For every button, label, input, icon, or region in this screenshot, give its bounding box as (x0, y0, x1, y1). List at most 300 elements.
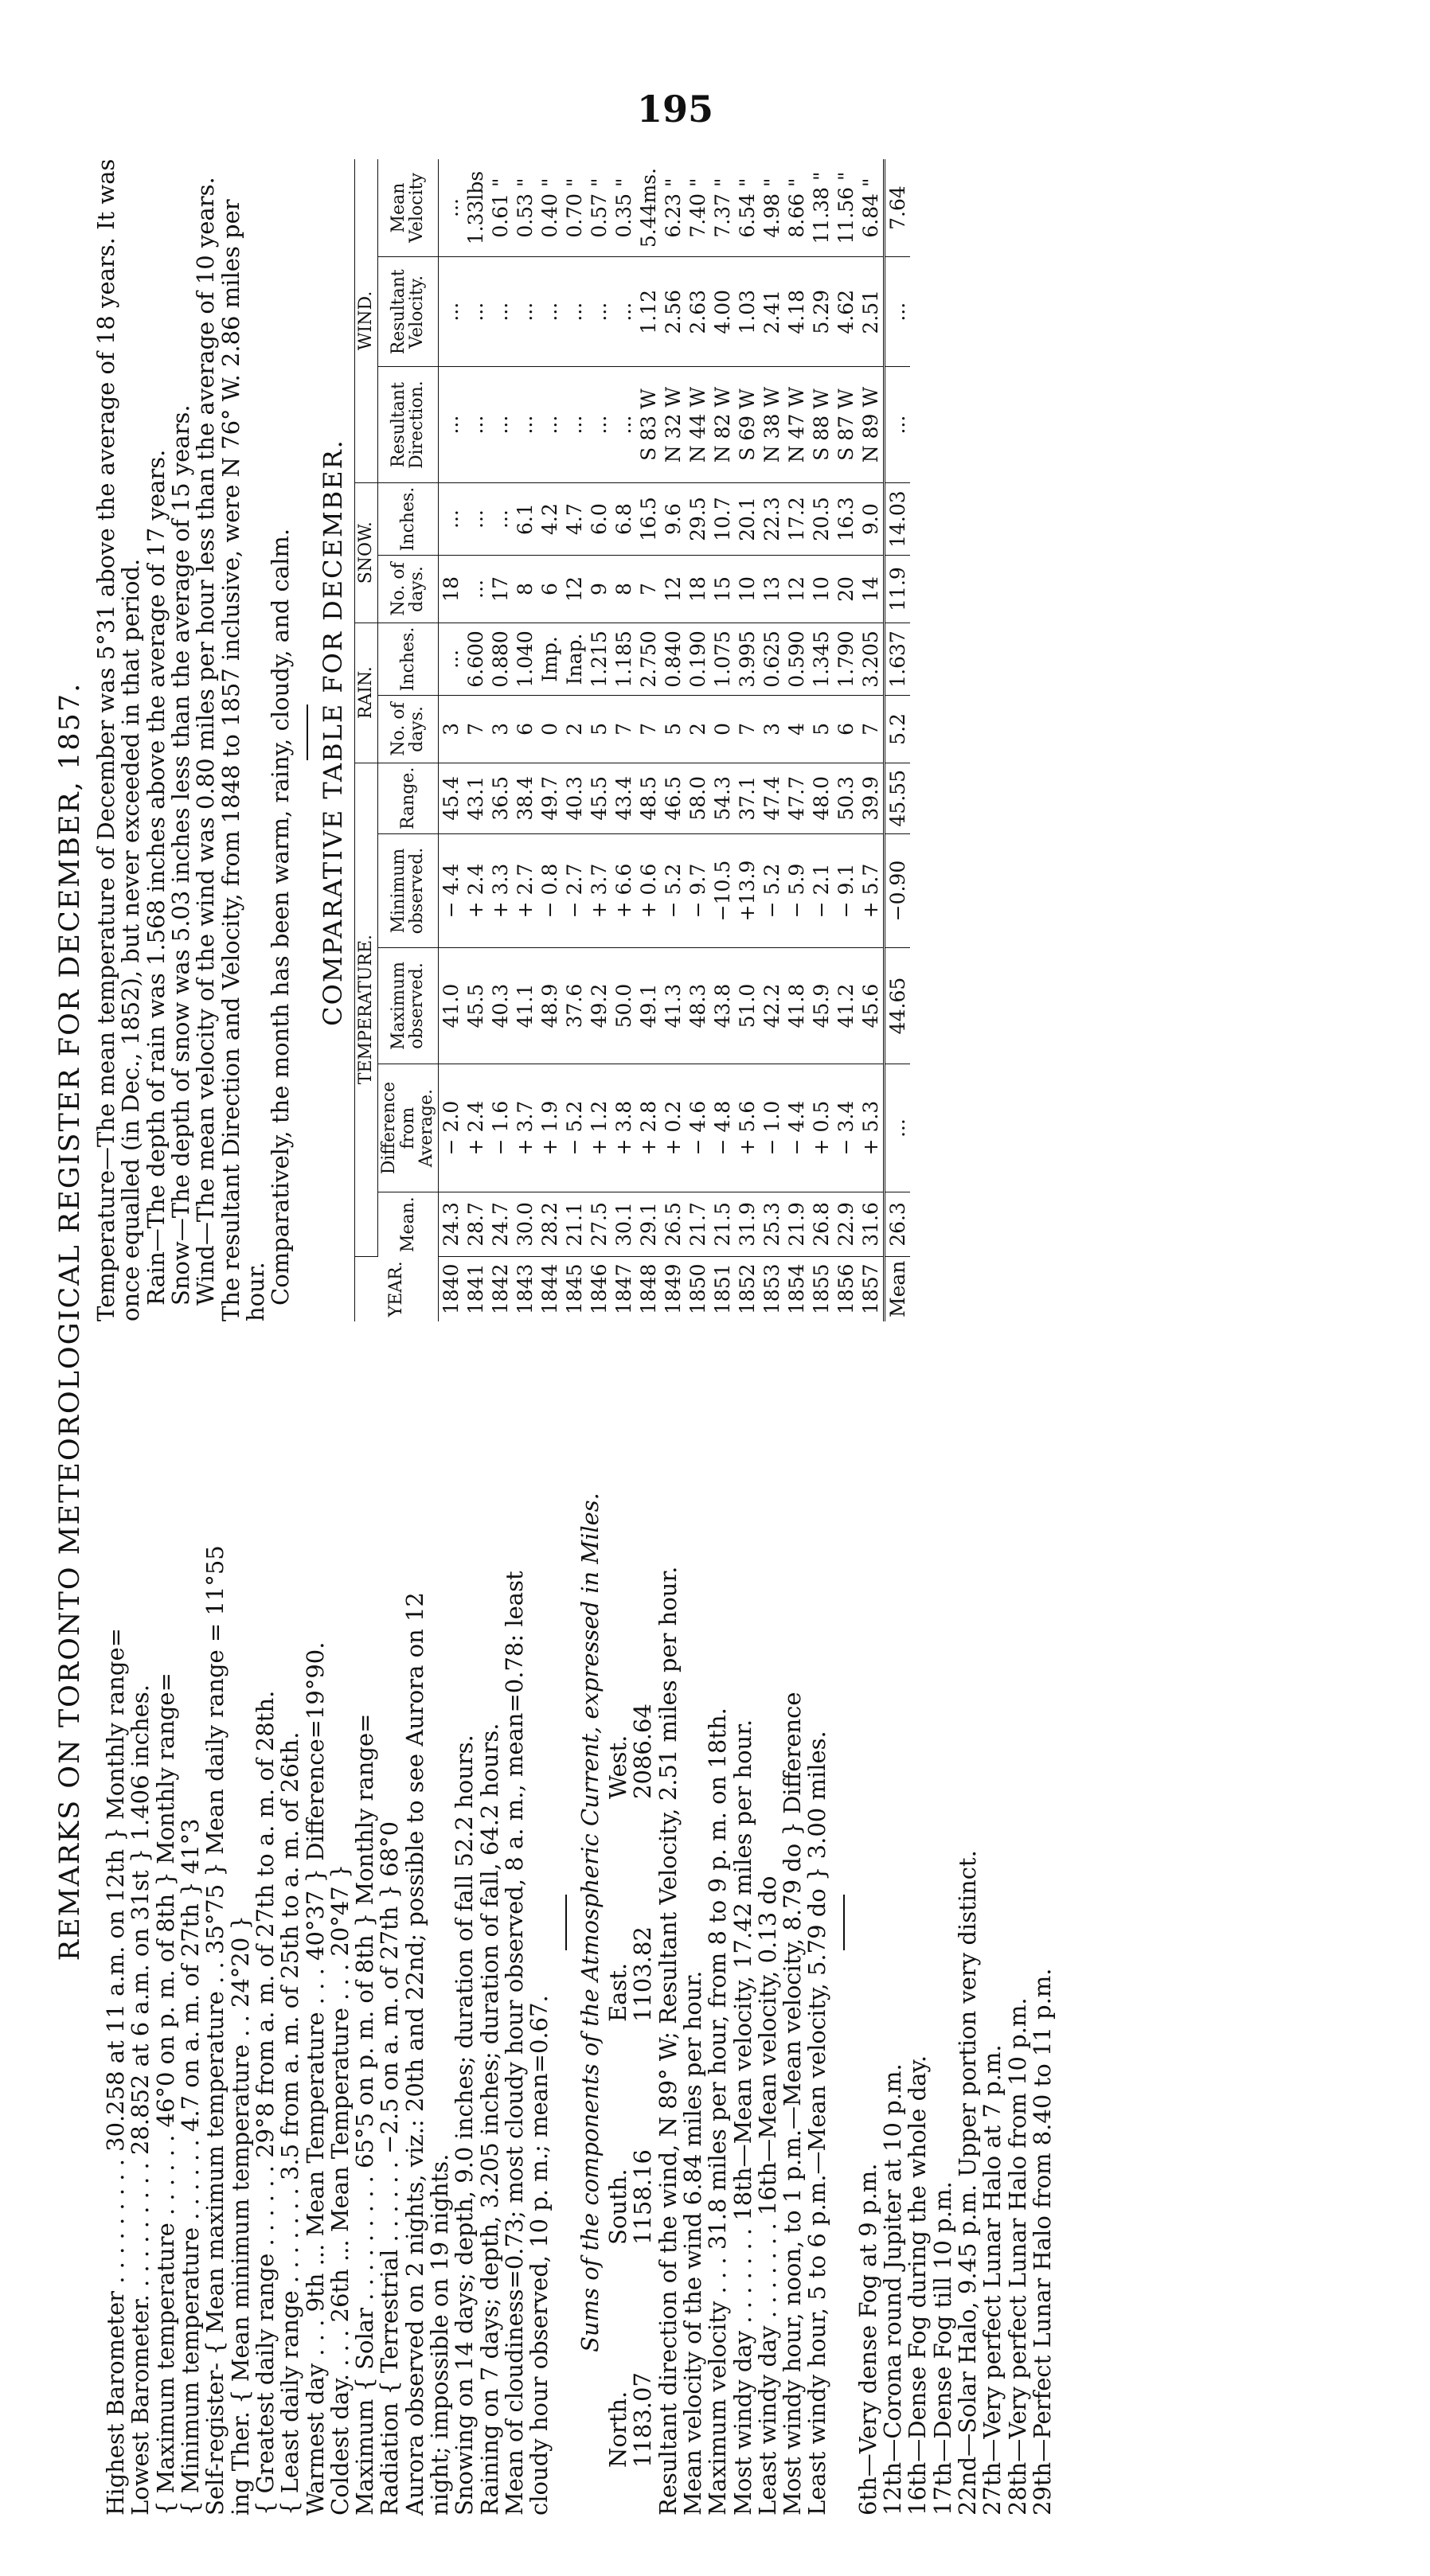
table-row (439, 159, 464, 1321)
note-line: 17th—Dense Fog till 10 p.m. (928, 2181, 956, 2516)
table-cell: 37.6 (562, 948, 587, 1064)
table-cell: 0.53 " (513, 159, 537, 257)
table-cell: 1852 (736, 1263, 760, 1315)
table-cell: 11.56 " (834, 159, 858, 257)
table-cell: 47.4 (760, 763, 784, 833)
table-cell: 29.1 (636, 1192, 661, 1256)
table-cell: 4.98 " (760, 159, 784, 257)
page-number: 195 (637, 88, 714, 131)
table-row (587, 159, 611, 1321)
component-header: South. (604, 2168, 631, 2245)
table-cell: 1846 (588, 1263, 611, 1315)
table-mean-row (885, 159, 911, 1321)
table-cell: +13.9 (735, 834, 760, 948)
table-cell: 10 (735, 556, 760, 623)
table-cell: ... (611, 367, 636, 482)
table-cell: 43.4 (611, 763, 636, 833)
table-cell: ... (611, 257, 636, 367)
table-cell: 1848 (637, 1263, 661, 1315)
remark-paragraph: Snow—The depth of snow was 5.03 inches less than the average of 15 years. (166, 404, 194, 1306)
table-cell: 4.00 (710, 257, 735, 367)
wind-line: Resultant direction of the wind, N 89° W; Resultant Velocity, 2.51 miles per hour. (654, 1566, 682, 2516)
table-row (760, 159, 784, 1321)
table-cell: 51.0 (735, 948, 760, 1064)
table-cell: 1842 (489, 1263, 513, 1315)
table-cell: 1854 (785, 1263, 809, 1315)
table-cell: 20.1 (735, 482, 760, 556)
table-cell: S 83 W (636, 367, 661, 482)
table-cell: 22.9 (834, 1192, 858, 1256)
table-cell: 0.625 (760, 623, 784, 696)
table-cell: + 0.5 (809, 1064, 834, 1192)
summary-line: { Greatest daily range . . . . . . 29°8 from a. m. of 27th to a. m. of 28th. (251, 1690, 279, 2516)
header-rain: RAIN. (355, 623, 378, 763)
table-cell: − 9.1 (834, 834, 858, 948)
table-cell: 1.345 (809, 623, 834, 696)
table-cell: 25.3 (760, 1192, 784, 1256)
table-sub-header: Resultant Velocity. (377, 257, 438, 367)
table-cell: + 0.6 (636, 834, 661, 948)
table-cell: 47.7 (784, 763, 809, 833)
table-sub-header: No. of days. (377, 696, 438, 763)
table-cell: N 89 W (858, 367, 885, 482)
component-value: 1103.82 (629, 1926, 657, 2022)
table-cell: 0.35 " (611, 159, 636, 257)
table-row (513, 159, 537, 1321)
wind-line: Least windy hour, 5 to 6 p.m.—Mean velocity, 5.79 do } 3.00 miles. (803, 1731, 831, 2516)
table-cell: N 44 W (686, 367, 710, 482)
table-cell: 3 (488, 696, 513, 763)
table-cell: 45.55 (885, 763, 911, 833)
table-cell: 15 (710, 556, 735, 623)
table-cell: 12 (562, 556, 587, 623)
table-cell: ... (537, 367, 562, 482)
table-row (463, 159, 488, 1321)
table-cell: 5.2 (885, 696, 911, 763)
table-cell: 1841 (464, 1263, 488, 1315)
table-cell: 21.1 (562, 1192, 587, 1256)
table-cell: ... (513, 367, 537, 482)
table-cell: Inap. (562, 623, 587, 696)
summary-line: Snowing on 14 days; depth, 9.0 inches; duration of fall 52.2 hours. (451, 1735, 479, 2516)
table-cell: 7 (611, 696, 636, 763)
table-cell: ... (587, 367, 611, 482)
table-cell: 40.3 (488, 948, 513, 1064)
table-cell: 7.40 " (686, 159, 710, 257)
table-cell: ... (885, 1064, 911, 1192)
table-cell: 21.5 (710, 1192, 735, 1256)
table-cell: 3 (439, 696, 464, 763)
table-cell: 4.18 (784, 257, 809, 367)
table-cell: 1.637 (885, 623, 911, 696)
table-cell: ... (885, 257, 911, 367)
table-cell: N 38 W (760, 367, 784, 482)
table-cell: 27.5 (587, 1192, 611, 1256)
table-cell: 0.190 (686, 623, 710, 696)
table-row (735, 159, 760, 1321)
table-cell: 7 (636, 696, 661, 763)
table-cell: ... (562, 257, 587, 367)
table-row (636, 159, 661, 1321)
table-cell: 24.7 (488, 1192, 513, 1256)
table-cell: 17 (488, 556, 513, 623)
table-cell: 8 (611, 556, 636, 623)
rotated-page (56, 127, 1377, 2516)
table-cell: + 2.4 (463, 1064, 488, 1192)
table-cell: 26.5 (661, 1192, 686, 1256)
table-cell: S 88 W (809, 367, 834, 482)
table-cell: S 87 W (834, 367, 858, 482)
table-cell: 0.70 " (562, 159, 587, 257)
table-cell: 0 (537, 696, 562, 763)
table-sub-header: Range. (377, 763, 438, 833)
table-cell: + 3.3 (488, 834, 513, 948)
notes-list (856, 1329, 1056, 2516)
summary-line: { Minimum temperature . . . . . . 4.7 on a. m. of 27th } 41°3 (176, 1818, 204, 2516)
table-cell: 7.64 (885, 159, 911, 257)
table-cell: 6.23 " (661, 159, 686, 257)
table-cell: 49.7 (537, 763, 562, 833)
left-column (104, 1329, 1055, 2516)
table-cell: 1.12 (636, 257, 661, 367)
table-cell: 1851 (711, 1263, 735, 1315)
table-cell: 45.5 (587, 763, 611, 833)
table-cell: 0.61 " (488, 159, 513, 257)
table-cell: 24.3 (439, 1192, 464, 1256)
table-cell: 13 (760, 556, 784, 623)
table-row (784, 159, 809, 1321)
table-cell: ... (537, 257, 562, 367)
table-cell: 14 (858, 556, 885, 623)
component-header: East. (604, 1962, 631, 2022)
table-cell: − 4.6 (686, 1064, 710, 1192)
table-cell: 1.215 (587, 623, 611, 696)
table-sub-header: Minimum observed. (377, 834, 438, 948)
table-cell: 5 (661, 696, 686, 763)
table-cell: − 0.8 (537, 834, 562, 948)
table-cell: 41.1 (513, 948, 537, 1064)
table-cell: − 2.0 (439, 1064, 464, 1192)
table-cell: + 2.7 (513, 834, 537, 948)
table-row (661, 159, 686, 1321)
table-cell: 11.9 (885, 556, 911, 623)
table-cell: 7 (463, 696, 488, 763)
table-cell: 6.1 (513, 482, 537, 556)
table-cell: ... (488, 367, 513, 482)
table-cell: + 5.6 (735, 1064, 760, 1192)
table-cell: − 4.4 (439, 834, 464, 948)
table-cell: 5.44ms. (636, 159, 661, 257)
table-cell: 6.0 (587, 482, 611, 556)
table-cell: 42.2 (760, 948, 784, 1064)
table-cell: 41.3 (661, 948, 686, 1064)
table-cell: 30.0 (513, 1192, 537, 1256)
component-header: West. (604, 1735, 631, 1799)
table-cell: 1.075 (710, 623, 735, 696)
table-cell: 3.205 (858, 623, 885, 696)
table-cell: 1.790 (834, 623, 858, 696)
wind-line: Most windy hour, noon, to 1 p.m.—Mean velocity, 8.79 do } Difference (779, 1692, 807, 2516)
table-cell: 28.7 (463, 1192, 488, 1256)
table-cell: 5 (809, 696, 834, 763)
table-cell: 31.6 (858, 1192, 885, 1256)
table-cell: S 69 W (735, 367, 760, 482)
right-column (94, 143, 910, 1321)
table-cell: ... (885, 367, 911, 482)
table-cell: 37.1 (735, 763, 760, 833)
table-cell: 9.6 (661, 482, 686, 556)
table-cell: 6 (513, 696, 537, 763)
table-cell: 54.3 (710, 763, 735, 833)
table-cell: 4.7 (562, 482, 587, 556)
table-cell: − 2.7 (562, 834, 587, 948)
table-cell: + 3.7 (513, 1064, 537, 1192)
table-cell: −10.5 (710, 834, 735, 948)
table-sub-header: Mean. (377, 1192, 438, 1256)
table-cell: + 6.6 (611, 834, 636, 948)
table-cell: 1843 (514, 1263, 537, 1315)
note-line: 22nd—Solar Halo, 9.45 p.m. Upper portion very distinct. (954, 1850, 981, 2516)
table-cell: + 3.7 (587, 834, 611, 948)
divider (307, 704, 308, 760)
component-header: North. (604, 2391, 631, 2468)
header-wind: WIND. (355, 159, 378, 482)
table-cell: 20 (834, 556, 858, 623)
table-row (809, 159, 834, 1321)
table-cell: 2.750 (636, 623, 661, 696)
table-cell: 21.9 (784, 1192, 809, 1256)
table-cell: 26.3 (885, 1192, 911, 1256)
table-cell: 29.5 (686, 482, 710, 556)
wind-line: Maximum velocity . . . 31.8 miles per hour, from 8 to 9 p. m. on 18th. (704, 1708, 732, 2516)
table-cell: 0.840 (661, 623, 686, 696)
table-cell: ... (513, 257, 537, 367)
table-cell: + 2.8 (636, 1064, 661, 1192)
table-cell: 4.2 (537, 482, 562, 556)
table-cell: ... (439, 482, 464, 556)
table-cell: N 47 W (784, 367, 809, 482)
table-cell: 0.40 " (537, 159, 562, 257)
table-cell: − 2.1 (809, 834, 834, 948)
table-cell: − 5.9 (784, 834, 809, 948)
summary-line: { Least daily range . . . . . . . 3.5 from a. m. of 25th to a. m. of 26th. (276, 1731, 304, 2516)
table-cell: 45.6 (858, 948, 885, 1064)
table-cell: 4.62 (834, 257, 858, 367)
table-cell: 6.8 (611, 482, 636, 556)
table-sub-header: Maximum observed. (377, 948, 438, 1064)
table-cell: 1849 (662, 1263, 686, 1315)
table-cell: 39.9 (858, 763, 885, 833)
components-grid (606, 1329, 656, 2468)
table-cell: ... (463, 367, 488, 482)
wind-line: Mean velocity of the wind 6.84 miles per hour. (678, 1970, 706, 2516)
table-cell: 48.0 (809, 763, 834, 833)
table-cell: ... (439, 159, 464, 257)
summary-line: Self-register- { Mean maximum temperature . . 35°75 } Mean daily range = 11°55 (201, 1545, 229, 2516)
table-cell: − 9.7 (686, 834, 710, 948)
table-cell: 12 (661, 556, 686, 623)
divider (843, 1895, 845, 1950)
table-cell: 2.56 (661, 257, 686, 367)
table-cell: 41.2 (834, 948, 858, 1064)
table-cell: 12 (784, 556, 809, 623)
table-cell: 36.5 (488, 763, 513, 833)
table-cell: 26.8 (809, 1192, 834, 1256)
table-cell: ... (463, 257, 488, 367)
table-cell: 43.8 (710, 948, 735, 1064)
components-title: Sums of the components of the Atmospheric Current, expressed in Miles. (576, 1493, 604, 2352)
table-cell: 1.040 (513, 623, 537, 696)
table-cell: 49.2 (587, 948, 611, 1064)
table-cell: ... (562, 367, 587, 482)
table-cell: 7.37 " (710, 159, 735, 257)
table-cell: + 1.2 (587, 1064, 611, 1192)
table-cell: 0.57 " (587, 159, 611, 257)
wind-line: Most windy day . . . . . . . 18th—Mean velocity, 17.42 miles per hour. (729, 1719, 756, 2516)
table-cell: 6 (834, 696, 858, 763)
table-cell: 3 (760, 696, 784, 763)
remark-paragraph: Comparatively, the month has been warm, rainy, cloudy, and calm. (267, 528, 295, 1306)
table-cell: 50.3 (834, 763, 858, 833)
table-row (488, 159, 513, 1321)
summary-line: { Maximum temperature . . . . . . 46°0 on p. m. of 8th } Monthly range= (151, 1672, 179, 2516)
table-cell: 6.600 (463, 623, 488, 696)
note-line: 6th—Very dense Fog at 9 p.m. (854, 2163, 881, 2516)
table-cell: N 32 W (661, 367, 686, 482)
table-cell: 7 (636, 556, 661, 623)
note-line: 12th—Corona round Jupiter at 10 p.m. (879, 2063, 907, 2516)
table-cell: 1856 (834, 1263, 858, 1315)
table-cell: − 4.4 (784, 1064, 809, 1192)
component-value: 2086.64 (629, 1704, 657, 1799)
table-row (611, 159, 636, 1321)
table-cell: − 5.2 (661, 834, 686, 948)
wind-summary (656, 1329, 830, 2516)
table-cell: 17.2 (784, 482, 809, 556)
table-cell: 0.590 (784, 623, 809, 696)
table-cell: − 3.4 (834, 1064, 858, 1192)
table-cell: 50.0 (611, 948, 636, 1064)
summary-line: Lowest Barometer. . . . . . . . . . 28.852 at 6 a.m. on 31st } 1.406 inches. (127, 1684, 154, 2516)
table-cell: 16.3 (834, 482, 858, 556)
table-cell: 21.7 (686, 1192, 710, 1256)
page-title: REMARKS ON TORONTO METEOROLOGICAL REGISTER FOR DECEMBER, 1857. (54, 681, 86, 1961)
table-cell: + 2.4 (463, 834, 488, 948)
table-cell: 0 (710, 696, 735, 763)
table-cell: − 5.2 (760, 834, 784, 948)
table-cell: 31.9 (735, 1192, 760, 1256)
table-cell: 49.1 (636, 948, 661, 1064)
table-cell: 45.4 (439, 763, 464, 833)
header-year: YEAR. (355, 1256, 439, 1321)
table-cell: 58.0 (686, 763, 710, 833)
table-cell: 2 (686, 696, 710, 763)
table-cell: 2.63 (686, 257, 710, 367)
table-cell: 16.5 (636, 482, 661, 556)
table-sub-header: No. of days. (377, 556, 438, 623)
table-sub-header: Inches. (377, 623, 438, 696)
table-cell: 1847 (612, 1263, 636, 1315)
table-cell: ... (439, 367, 464, 482)
comparative-title: COMPARATIVE TABLE FOR DECEMBER. (317, 439, 348, 1026)
table-cell: 18 (686, 556, 710, 623)
table-cell: 6 (537, 556, 562, 623)
table-cell: 1853 (760, 1263, 784, 1315)
table-cell: 1.33lbs (463, 159, 488, 257)
table-cell: + 5.3 (858, 1064, 885, 1192)
table-sub-header: Resultant Direction. (377, 367, 438, 482)
summary-line: Warmest day . . . 9th ... Mean Temperature . . . 40°37 } Difference=19°90. (301, 1641, 329, 2516)
table-cell: 44.65 (885, 948, 911, 1064)
table-cell: − 1.0 (760, 1064, 784, 1192)
table-row (710, 159, 735, 1321)
table-row (537, 159, 562, 1321)
table-cell: 7 (735, 696, 760, 763)
header-snow: SNOW. (355, 482, 378, 623)
table-cell: 9.0 (858, 482, 885, 556)
table-cell: 2.41 (760, 257, 784, 367)
table-cell: ... (488, 257, 513, 367)
remark-paragraph: Wind—The mean velocity of the wind was 0.80 miles per hour less than the average of 10 years. The resultant Direction and Velocity, from 1848 to 1857 inclusive, were N 76° W. 2.86 miles per hour. (192, 177, 269, 1321)
table-cell: 8 (513, 556, 537, 623)
table-cell: 45.9 (809, 948, 834, 1064)
summary-line: Mean of cloudiness=0.73; most cloudy hour observed, 8 a. m., mean=0.78: least (501, 1571, 528, 2516)
table-cell: ... (439, 623, 464, 696)
table-sub-header: Difference from Average. (377, 1064, 438, 1192)
table-cell: 0.880 (488, 623, 513, 696)
table-sub-header: Inches. (377, 482, 438, 556)
table-cell: 5.29 (809, 257, 834, 367)
table-cell: 48.3 (686, 948, 710, 1064)
table-cell: Mean (885, 1256, 911, 1321)
wind-line: Least windy day . . . . . . . 16th—Mean velocity, 0.13 do (753, 1875, 781, 2516)
register-summary (104, 1329, 553, 2516)
table-cell: 10 (809, 556, 834, 623)
remarks (94, 143, 294, 1321)
table-cell: 7 (858, 696, 885, 763)
table-cell: 41.0 (439, 948, 464, 1064)
table-cell: 6.84 " (858, 159, 885, 257)
table-cell: 28.2 (537, 1192, 562, 1256)
table-cell: −0.90 (885, 834, 911, 948)
table-cell: 9 (587, 556, 611, 623)
table-cell: 1845 (563, 1263, 587, 1315)
table-cell: N 82 W (710, 367, 735, 482)
comparative-table (354, 159, 910, 1321)
note-line: 16th—Dense Fog during the whole day. (904, 2055, 932, 2516)
table-sub-header: Mean Velocity (377, 159, 438, 257)
table-row (858, 159, 885, 1321)
summary-line: Highest Barometer . . . . . . . . . 30.258 at 11 a.m. on 12th } Monthly range= (102, 1628, 129, 2516)
table-cell: 22.3 (760, 482, 784, 556)
table-row (562, 159, 587, 1321)
summary-line: night; impossible on 19 nights. (426, 2153, 454, 2516)
table-cell: 46.5 (661, 763, 686, 833)
table-cell: 40.3 (562, 763, 587, 833)
table-cell: 2.51 (858, 257, 885, 367)
table-cell: 1844 (538, 1263, 562, 1315)
table-cell: 1.185 (611, 623, 636, 696)
table-cell: 1855 (810, 1263, 834, 1315)
summary-line: cloudy hour observed, 10 p. m.; mean=0.67. (526, 1995, 553, 2516)
table-body (439, 159, 911, 1321)
table-cell: 30.1 (611, 1192, 636, 1256)
table-cell: ... (488, 482, 513, 556)
table-cell: 38.4 (513, 763, 537, 833)
summary-line: Maximum { Solar . . . . . . . . . 65°5 on p. m. of 8th } Monthly range= (351, 1713, 379, 2516)
table-cell: 45.5 (463, 948, 488, 1064)
table-cell: 18 (439, 556, 464, 623)
